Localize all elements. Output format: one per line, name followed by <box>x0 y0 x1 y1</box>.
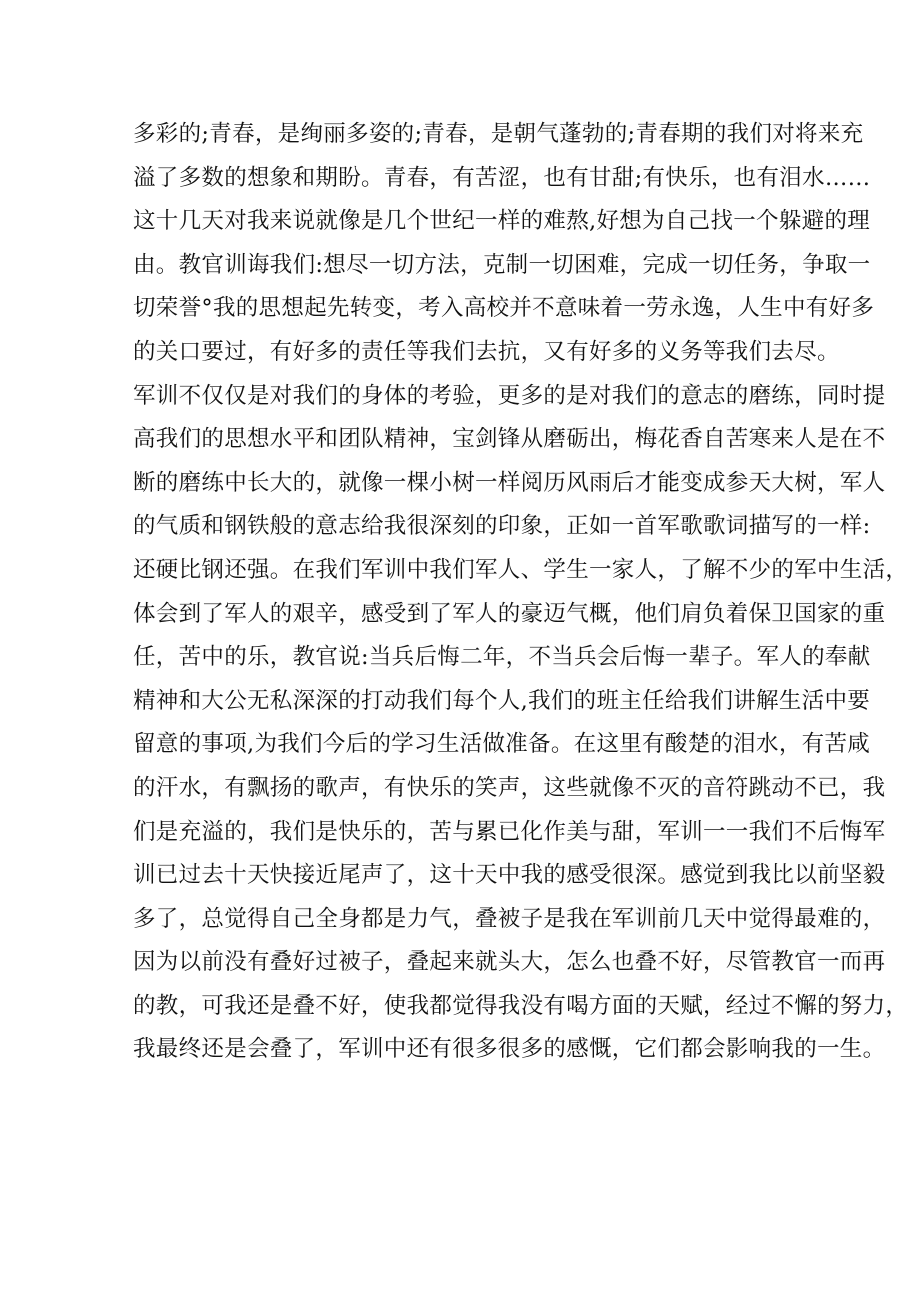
text-line: 我最终还是会叠了，军训中还有很多很多的感慨，它们都会影响我的一生。 <box>133 1036 886 1063</box>
text-line: 留意的事项,为我们今后的学习生活做准备。在这里有酸楚的泪水，有苦咸 <box>133 731 871 758</box>
text-line: 任，苦中的乐，教官说:当兵后悔二年，不当兵会后悔一辈子。军人的奉献 <box>133 644 871 671</box>
text-line: 军训不仅仅是对我们的身体的考验，更多的是对我们的意志的磨练，同时提 <box>133 382 886 409</box>
text-line: 体会到了军人的艰辛，感受到了军人的豪迈气概，他们肩负着保卫国家的重 <box>133 600 886 627</box>
text-line: 的汗水，有飘扬的歌声，有快乐的笑声，这些就像不灭的音符跳动不已，我 <box>133 774 886 801</box>
text-line: 的气质和钢铁般的意志给我很深刻的印象，正如一首军歌歌词描写的一样: <box>133 513 871 540</box>
text-line: 这十几天对我来说就像是几个世纪一样的难熬,好想为自己找一个躲避的理 <box>133 208 871 235</box>
text-line: 断的磨练中长大的，就像一棵小树一样阅历风雨后才能变成参天大树，军人 <box>133 469 886 496</box>
text-line: 切荣誉°我的思想起先转变，考入高校并不意味着一劳永逸，人生中有好多 <box>133 295 875 322</box>
text-line: 还硬比钢还强。在我们军训中我们军人、学生一家人，了解不少的军中生活， <box>133 556 909 583</box>
text-line: 们是充溢的，我们是快乐的，苦与累已化作美与甜，军训一一我们不后悔军 <box>133 818 886 845</box>
document-body <box>133 113 909 1072</box>
text-line: 的教，可我还是叠不好，使我都觉得我没有喝方面的天赋，经过不懈的努力， <box>133 992 909 1019</box>
text-line: 因为以前没有叠好过被子，叠起来就头大，怎么也叠不好，尽管教官一而再 <box>133 949 886 976</box>
text-line: 训已过去十天快接近尾声了，这十天中我的感受很深。感觉到我比以前坚毅 <box>133 862 886 889</box>
text-line: 由。教官训诲我们:想尽一切方法，克制一切困难，完成一切任务，争取一 <box>133 251 871 278</box>
text-line: 高我们的思想水平和团队精神，宝剑锋从磨砺出，梅花香自苦寒来人是在不 <box>133 426 886 453</box>
text-line: 精神和大公无私深深的打动我们每个人,我们的班主任给我们讲解生活中要 <box>133 687 871 714</box>
text-line: 多了，总觉得自己全身都是力气，叠被子是我在军训前几天中觉得最难的， <box>133 905 886 932</box>
text-line: 的关口要过，有好多的责任等我们去抗，又有好多的义务等我们去尽。 <box>133 338 840 365</box>
text-line: 多彩的;青春，是绚丽多姿的;青春，是朝气蓬勃的;青春期的我们对将来充 <box>133 121 864 147</box>
text-line: 溢了多数的想象和期盼。青春，有苦涩，也有甘甜;有快乐，也有泪水…… <box>133 164 871 191</box>
